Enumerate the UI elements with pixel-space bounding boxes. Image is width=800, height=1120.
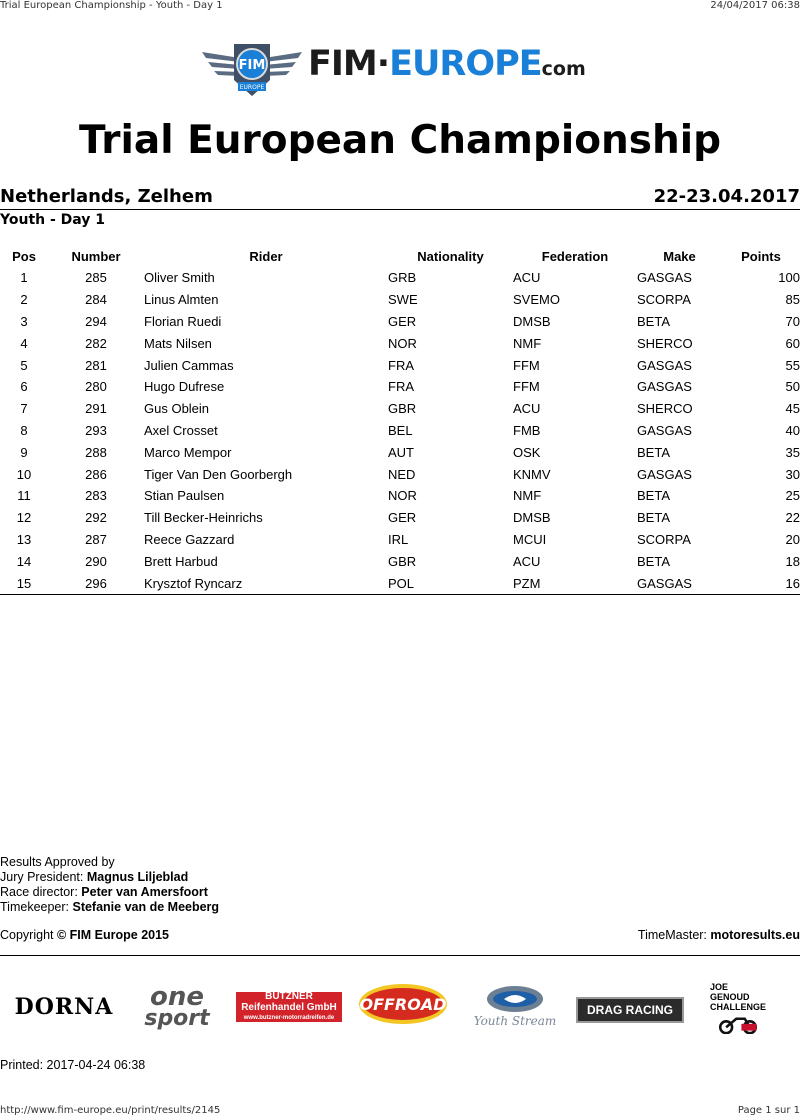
cell-number: 281 <box>85 357 107 373</box>
badge-subtext: EUROPE <box>239 84 265 91</box>
page-count: Page 1 sur 1 <box>737 1105 800 1116</box>
event-dates: 22-23.04.2017 <box>653 186 800 207</box>
cell-pos: 5 <box>20 357 28 373</box>
cell-rider: Till Becker-Heinrichs <box>144 510 263 526</box>
cell-number: 296 <box>85 575 107 591</box>
cell-nationality: GER <box>388 510 417 526</box>
sponsor-butzner-line1: BUTZNER <box>265 990 313 1002</box>
cell-nationality: SWE <box>388 292 418 308</box>
table-row <box>0 441 800 463</box>
offroad-badge-icon <box>358 982 448 1028</box>
cell-nationality: NOR <box>388 335 417 351</box>
cell-make: BETA <box>637 313 670 329</box>
cell-rider: Florian Ruedi <box>144 313 222 329</box>
cell-pos: 8 <box>20 422 28 438</box>
cell-nationality: GER <box>388 313 417 329</box>
cell-rider: Stian Paulsen <box>144 488 225 504</box>
cell-rider: Oliver Smith <box>144 270 215 286</box>
cell-rider: Krysztof Ryncarz <box>144 575 243 591</box>
cell-points: 55 <box>785 357 800 373</box>
logo-wordmark-europe: EUROPE <box>389 44 542 84</box>
cell-points: 20 <box>785 531 800 547</box>
cell-federation: FFM <box>513 379 540 395</box>
results-table <box>0 245 800 595</box>
cell-number: 288 <box>85 444 107 460</box>
race-director-label: Race director: <box>0 885 82 899</box>
copyright-value: © FIM Europe 2015 <box>56 928 170 942</box>
timemaster-value: motoresults.eu <box>710 928 800 942</box>
cell-number: 292 <box>85 510 107 526</box>
timekeeper-name: Stefanie van de Meeberg <box>72 900 220 914</box>
col-header-pos: Pos <box>12 248 36 264</box>
cell-federation: ACU <box>513 270 541 286</box>
race-director <box>0 885 208 899</box>
cell-points: 60 <box>785 335 800 351</box>
sponsor-joegenoud-logo <box>710 982 766 1034</box>
cell-points: 50 <box>785 379 800 395</box>
sponsor-butzner-line3: www.butzner-motorradreifen.de <box>243 1014 335 1021</box>
cell-pos: 3 <box>20 313 28 329</box>
cell-nationality: GBR <box>388 401 417 417</box>
cell-points: 100 <box>778 270 800 286</box>
col-header-number: Number <box>71 248 121 264</box>
timekeeper <box>0 900 219 914</box>
cell-federation: FFM <box>513 357 540 373</box>
cell-make: SCORPA <box>637 292 691 308</box>
approved-by-label: Results Approved by <box>0 855 115 869</box>
youthstream-text: Youth Stream <box>473 1014 557 1028</box>
jury-president <box>0 870 188 884</box>
cell-make: BETA <box>637 444 670 460</box>
cell-federation: DMSB <box>513 510 551 526</box>
cell-points: 18 <box>785 553 800 569</box>
fim-europe-logo <box>200 38 600 98</box>
cell-number: 286 <box>85 466 107 482</box>
cell-federation: MCUI <box>513 531 547 547</box>
sponsor-youthstream-logo <box>468 982 562 1032</box>
table-row <box>0 420 800 442</box>
cell-rider: Linus Almten <box>144 292 219 308</box>
printed-timestamp: Printed: 2017-04-24 06:38 <box>0 1058 146 1072</box>
col-header-federation: Federation <box>541 248 609 264</box>
sponsor-butzner-line2: Reifenhandel GmbH <box>241 1001 337 1013</box>
sponsor-divider <box>0 955 800 956</box>
cell-make: GASGAS <box>637 270 692 286</box>
cell-rider: Tiger Van Den Goorbergh <box>144 466 293 482</box>
cell-number: 290 <box>85 553 107 569</box>
sponsor-joegenoud-line1: JOE GENOUD <box>710 982 750 1002</box>
youthstream-icon <box>468 982 562 1032</box>
sponsor-joegenoud-line2: CHALLENGE <box>710 1002 766 1012</box>
logo-wordmark-fim: FIM· <box>308 44 390 84</box>
col-header-rider: Rider <box>249 248 283 264</box>
event-venue: Netherlands, Zelhem <box>0 186 213 207</box>
cell-pos: 4 <box>20 335 28 351</box>
cell-pos: 6 <box>20 379 28 395</box>
badge-text: FIM <box>238 58 266 73</box>
cell-rider: Gus Oblein <box>144 401 210 417</box>
sponsor-onesport-line2: sport <box>144 1006 210 1031</box>
cell-pos: 9 <box>20 444 28 460</box>
col-header-points: Points <box>741 248 781 264</box>
cell-points: 35 <box>785 444 800 460</box>
motorbike-icon <box>712 1012 764 1034</box>
table-row <box>0 398 800 420</box>
cell-pos: 13 <box>16 531 32 547</box>
cell-make: GASGAS <box>637 575 692 591</box>
table-row <box>0 572 800 594</box>
cell-rider: Julien Cammas <box>144 357 234 373</box>
print-url: http://www.fim-europe.eu/print/results/2145 <box>0 1105 221 1116</box>
cell-federation: NMF <box>513 335 542 351</box>
cell-number: 294 <box>85 313 107 329</box>
results-body <box>0 267 800 594</box>
cell-pos: 11 <box>17 488 31 504</box>
cell-nationality: GBR <box>388 553 417 569</box>
cell-points: 16 <box>785 575 800 591</box>
table-row <box>0 507 800 529</box>
sponsor-dorna-logo: DORNA <box>14 994 114 1020</box>
cell-make: GASGAS <box>637 466 692 482</box>
cell-number: 291 <box>85 401 107 417</box>
sponsor-butzner-logo <box>236 992 342 1022</box>
fim-wings-badge-icon <box>200 38 304 98</box>
table-row <box>0 267 800 289</box>
copyright <box>0 928 169 942</box>
cell-federation: NMF <box>513 488 542 504</box>
table-row <box>0 376 800 398</box>
cell-nationality: AUT <box>388 444 414 460</box>
cell-make: BETA <box>637 488 670 504</box>
cell-number: 283 <box>85 488 107 504</box>
cell-federation: FMB <box>513 422 541 438</box>
sponsor-onesport-logo <box>146 982 208 1034</box>
cell-pos: 1 <box>20 270 28 286</box>
cell-make: SHERCO <box>637 335 693 351</box>
cell-federation: ACU <box>513 553 541 569</box>
cell-points: 30 <box>785 466 800 482</box>
copyright-label: Copyright <box>0 928 57 942</box>
cell-make: SHERCO <box>637 401 693 417</box>
header-divider <box>0 209 800 210</box>
cell-nationality: NOR <box>388 488 417 504</box>
cell-nationality: FRA <box>388 357 414 373</box>
col-header-nationality: Nationality <box>417 248 484 264</box>
cell-number: 285 <box>85 270 107 286</box>
cell-federation: PZM <box>513 575 541 591</box>
cell-number: 287 <box>85 531 107 547</box>
print-datetime: 24/04/2017 06:38 <box>710 0 800 11</box>
table-row <box>0 332 800 354</box>
logo-wordmark <box>308 44 586 84</box>
cell-points: 40 <box>785 422 800 438</box>
jury-president-label: Jury President: <box>0 870 87 884</box>
cell-pos: 10 <box>16 466 32 482</box>
cell-federation: OSK <box>513 444 541 460</box>
cell-number: 293 <box>85 422 107 438</box>
cell-points: 22 <box>785 510 800 526</box>
cell-make: GASGAS <box>637 422 692 438</box>
table-row <box>0 354 800 376</box>
cell-rider: Hugo Dufrese <box>144 379 225 395</box>
sponsor-offroad-logo <box>358 982 448 1028</box>
cell-federation: ACU <box>513 401 541 417</box>
table-row <box>0 463 800 485</box>
cell-pos: 7 <box>20 401 28 417</box>
cell-points: 25 <box>785 488 800 504</box>
cell-pos: 2 <box>20 292 28 308</box>
sponsor-onesport-line1: one <box>149 982 204 1012</box>
table-row <box>0 529 800 551</box>
table-row <box>0 289 800 311</box>
cell-rider: Marco Mempor <box>144 444 232 460</box>
results-header-row <box>0 245 800 267</box>
logo-wordmark-com: com <box>541 58 586 80</box>
cell-rider: Brett Harbud <box>144 553 218 569</box>
cell-rider: Axel Crosset <box>144 422 218 438</box>
print-page-title: Trial European Championship - Youth - Day 1 <box>0 0 223 11</box>
cell-number: 282 <box>85 335 107 351</box>
cell-make: BETA <box>637 510 670 526</box>
cell-make: GASGAS <box>637 379 692 395</box>
jury-president-name: Magnus Liljeblad <box>86 870 189 884</box>
cell-make: SCORPA <box>637 531 691 547</box>
cell-rider: Mats Nilsen <box>144 335 212 351</box>
cell-points: 70 <box>785 313 800 329</box>
timekeeper-label: Timekeeper: <box>0 900 73 914</box>
cell-pos: 14 <box>16 553 32 569</box>
cell-nationality: BEL <box>388 422 413 438</box>
table-row <box>0 311 800 333</box>
cell-number: 284 <box>85 292 107 308</box>
race-director-name: Peter van Amersfoort <box>81 885 208 899</box>
cell-pos: 15 <box>16 575 32 591</box>
cell-nationality: GRB <box>388 270 417 286</box>
class-day-label: Youth - Day 1 <box>0 212 106 228</box>
offroad-text: OFFROAD <box>359 995 447 1014</box>
cell-make: GASGAS <box>637 357 692 373</box>
cell-points: 85 <box>785 292 800 308</box>
page-title: Trial European Championship <box>78 118 722 163</box>
cell-nationality: POL <box>388 575 415 591</box>
cell-nationality: FRA <box>388 379 414 395</box>
cell-rider: Reece Gazzard <box>144 531 235 547</box>
table-row <box>0 550 800 572</box>
cell-nationality: IRL <box>388 531 409 547</box>
cell-number: 280 <box>85 379 107 395</box>
sponsor-dragracing-logo: DRAG RACING <box>576 997 684 1023</box>
cell-nationality: NED <box>388 466 416 482</box>
cell-federation: SVEMO <box>513 292 560 308</box>
cell-federation: DMSB <box>513 313 551 329</box>
cell-pos: 12 <box>16 510 32 526</box>
timemaster-label: TimeMaster: <box>637 928 711 942</box>
timemaster <box>638 928 800 942</box>
table-row <box>0 485 800 507</box>
cell-points: 45 <box>785 401 800 417</box>
col-header-make: Make <box>663 248 696 264</box>
cell-federation: KNMV <box>513 466 551 482</box>
cell-make: BETA <box>637 553 670 569</box>
